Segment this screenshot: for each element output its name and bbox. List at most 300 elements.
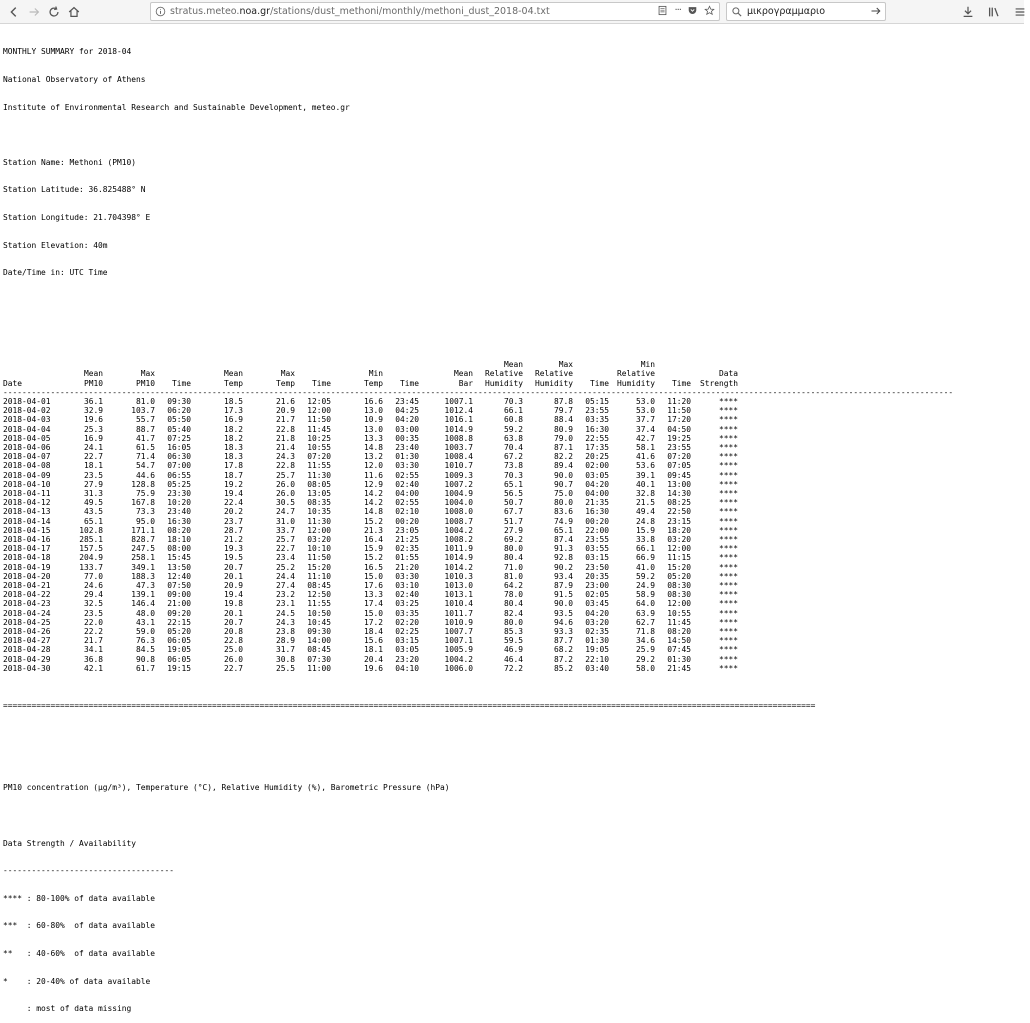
column-header bbox=[573, 360, 609, 369]
table-row bbox=[3, 425, 738, 434]
table-cell: 02:00 bbox=[585, 461, 609, 471]
table-cell: 65.1 bbox=[503, 479, 523, 489]
table-cell: 80.4 bbox=[503, 599, 523, 609]
table-cell: 19.2 bbox=[223, 479, 243, 489]
table-cell: 10:55 bbox=[307, 442, 331, 452]
table-cell: 59.2 bbox=[635, 571, 655, 581]
table-cell: 07:25 bbox=[167, 433, 191, 443]
table-cell: **** bbox=[718, 535, 738, 544]
column-header bbox=[155, 360, 191, 369]
table-cell: 53.0 bbox=[635, 406, 655, 416]
table-cell: 12.0 bbox=[363, 461, 383, 471]
table-cell: 22.8 bbox=[275, 461, 295, 471]
table-cell: 26.0 bbox=[275, 488, 295, 498]
table-cell: 05:40 bbox=[167, 424, 191, 434]
table-cell: 16.9 bbox=[223, 415, 243, 425]
table-cell: 23:30 bbox=[167, 488, 191, 498]
column-header: Relative bbox=[616, 369, 655, 379]
table-cell: 03:00 bbox=[395, 424, 419, 434]
table-cell: 1011.9 bbox=[444, 544, 473, 554]
table-cell: 12:00 bbox=[307, 406, 331, 416]
table-row bbox=[3, 636, 738, 645]
table-cell: 24.7 bbox=[275, 507, 295, 517]
table-cell: 1010.4 bbox=[444, 599, 473, 609]
column-header: Humidity bbox=[616, 378, 655, 388]
table-cell: 1004.0 bbox=[444, 498, 473, 508]
table-cell: 01:30 bbox=[395, 452, 419, 462]
table-cell: 03:35 bbox=[585, 415, 609, 425]
table-cell: **** bbox=[718, 627, 738, 637]
table-cell: 04:50 bbox=[667, 424, 691, 434]
table-cell: 87.7 bbox=[553, 636, 573, 646]
table-cell: 40.1 bbox=[635, 479, 655, 489]
table-cell: 24.3 bbox=[275, 617, 295, 627]
home-icon[interactable] bbox=[64, 2, 84, 22]
column-header: Max bbox=[140, 369, 155, 379]
table-cell: 19.5 bbox=[223, 553, 243, 563]
table-cell: 11:30 bbox=[307, 470, 331, 480]
table-cell: 85.3 bbox=[503, 627, 523, 637]
column-header bbox=[331, 360, 383, 369]
table-cell: 171.1 bbox=[131, 525, 155, 535]
table-cell: 04:20 bbox=[585, 479, 609, 489]
table-cell: 14:50 bbox=[667, 636, 691, 646]
table-cell: 32.5 bbox=[83, 599, 103, 609]
station-longitude: Station Longitude: 21.704398° E bbox=[3, 212, 151, 222]
table-cell: 1007.1 bbox=[444, 396, 473, 406]
table-cell: 23:55 bbox=[585, 535, 609, 544]
table-cell: 85.2 bbox=[553, 663, 573, 673]
table-cell: 16.5 bbox=[363, 562, 383, 572]
table-cell: 22:50 bbox=[667, 507, 691, 517]
table-cell: 41.0 bbox=[635, 562, 655, 572]
header-rule-row: -------------------------------------------------------------------------------------------------------------------------------------------------------------------------------------------------------- bbox=[3, 387, 954, 397]
browser-toolbar bbox=[0, 0, 1024, 24]
table-cell: 285.1 bbox=[79, 535, 103, 544]
table-cell: 33.7 bbox=[275, 525, 295, 535]
menu-icon[interactable] bbox=[1010, 2, 1030, 22]
table-cell: 16.9 bbox=[83, 433, 103, 443]
table-cell: 10:35 bbox=[307, 507, 331, 517]
table-cell: 43.5 bbox=[83, 507, 103, 517]
table-cell: 67.7 bbox=[503, 507, 523, 517]
table-cell: 00:20 bbox=[585, 516, 609, 526]
table-cell: 19:25 bbox=[667, 433, 691, 443]
table-row bbox=[3, 581, 738, 590]
table-cell: 08:00 bbox=[167, 544, 191, 554]
search-go-icon[interactable] bbox=[870, 5, 882, 20]
column-header bbox=[3, 369, 69, 378]
table-cell: 11:55 bbox=[307, 461, 331, 471]
table-cell: 14.2 bbox=[363, 498, 383, 508]
table-cell: 80.4 bbox=[503, 553, 523, 563]
column-header: Time bbox=[671, 378, 691, 388]
table-cell: 1004.9 bbox=[444, 488, 473, 498]
column-header: Min bbox=[640, 360, 655, 370]
table-row bbox=[3, 406, 738, 415]
table-cell: 2018-04-19 bbox=[3, 562, 51, 572]
table-cell: 93.5 bbox=[553, 608, 573, 618]
table-cell: 33.8 bbox=[635, 535, 655, 544]
table-cell: 11:15 bbox=[667, 553, 691, 563]
table-cell: 10:45 bbox=[307, 617, 331, 627]
column-header: PM10 bbox=[135, 378, 155, 388]
table-cell: 19.8 bbox=[223, 599, 243, 609]
table-cell: 23:55 bbox=[585, 406, 609, 416]
table-cell: 37.7 bbox=[635, 415, 655, 425]
table-cell: 11:45 bbox=[667, 617, 691, 627]
search-input[interactable]: μικρογραμμαριο bbox=[747, 6, 826, 17]
column-header: Temp bbox=[223, 378, 243, 388]
table-cell: 90.7 bbox=[553, 479, 573, 489]
table-cell: 90.8 bbox=[135, 654, 155, 664]
table-cell: 17.3 bbox=[223, 406, 243, 416]
table-cell: 05:20 bbox=[667, 571, 691, 581]
table-cell: 18:20 bbox=[667, 525, 691, 535]
table-cell: 28.9 bbox=[275, 636, 295, 646]
table-cell: 247.5 bbox=[131, 544, 155, 554]
table-cell: 02:20 bbox=[395, 617, 419, 627]
table-cell: 60.8 bbox=[503, 415, 523, 425]
address-bar[interactable] bbox=[150, 2, 720, 21]
table-cell: 07:30 bbox=[307, 654, 331, 664]
table-cell: 04:20 bbox=[395, 415, 419, 425]
table-cell: **** bbox=[718, 415, 738, 425]
table-cell: 02:05 bbox=[585, 590, 609, 600]
strength-title: Data Strength / Availability bbox=[3, 838, 137, 848]
table-cell: 17.6 bbox=[363, 581, 383, 591]
table-cell: 06:30 bbox=[167, 452, 191, 462]
table-cell: **** bbox=[718, 645, 738, 655]
table-cell: 21.7 bbox=[275, 415, 295, 425]
table-cell: 18.2 bbox=[223, 424, 243, 434]
table-cell: 21:20 bbox=[395, 562, 419, 572]
table-cell: 10:50 bbox=[307, 608, 331, 618]
table-cell: 07:50 bbox=[167, 581, 191, 591]
table-cell: 17:20 bbox=[667, 415, 691, 425]
table-cell: 90.0 bbox=[553, 599, 573, 609]
table-cell: 11:50 bbox=[307, 415, 331, 425]
table-cell: 10.9 bbox=[363, 415, 383, 425]
table-cell: 71.0 bbox=[503, 562, 523, 572]
table-cell: 16.4 bbox=[363, 535, 383, 544]
table-cell: 70.4 bbox=[503, 442, 523, 452]
table-cell: 09:30 bbox=[307, 627, 331, 637]
table-row bbox=[3, 443, 738, 452]
table-cell: 1012.4 bbox=[444, 406, 473, 416]
table-cell: 66.9 bbox=[635, 553, 655, 563]
table-cell: 23:40 bbox=[167, 507, 191, 517]
table-cell: 03:20 bbox=[667, 535, 691, 544]
table-cell: 1014.2 bbox=[444, 562, 473, 572]
table-cell: 15.9 bbox=[363, 544, 383, 554]
table-cell: 20.2 bbox=[223, 507, 243, 517]
table-cell: **** bbox=[718, 406, 738, 416]
column-header: Relative bbox=[534, 369, 573, 379]
table-cell: 157.5 bbox=[79, 544, 103, 554]
table-cell: 49.4 bbox=[635, 507, 655, 517]
column-header bbox=[103, 360, 155, 369]
table-cell: 64.0 bbox=[635, 599, 655, 609]
table-cell: 2018-04-23 bbox=[3, 599, 51, 609]
table-cell: **** bbox=[718, 498, 738, 508]
table-cell: 21.4 bbox=[275, 442, 295, 452]
table-cell: 23:00 bbox=[585, 581, 609, 591]
table-cell: 19.4 bbox=[223, 590, 243, 600]
table-row bbox=[3, 618, 738, 627]
pocket-icon[interactable] bbox=[687, 5, 698, 16]
table-cell: 1010.3 bbox=[444, 571, 473, 581]
table-cell: 23.5 bbox=[83, 470, 103, 480]
column-header: Humidity bbox=[534, 378, 573, 388]
table-cell: 2018-04-18 bbox=[3, 553, 51, 563]
table-cell: 21.8 bbox=[275, 433, 295, 443]
table-cell: 23.2 bbox=[275, 590, 295, 600]
table-cell: 17.8 bbox=[223, 461, 243, 471]
more-actions-icon[interactable]: ··· bbox=[674, 5, 681, 16]
table-cell: 2018-04-28 bbox=[3, 645, 51, 655]
table-cell: 22.0 bbox=[83, 617, 103, 627]
table-cell: 2018-04-14 bbox=[3, 516, 51, 526]
table-cell: 146.4 bbox=[131, 599, 155, 609]
table-cell: 20.7 bbox=[223, 562, 243, 572]
table-cell: 1008.2 bbox=[444, 535, 473, 544]
table-cell: 76.3 bbox=[135, 636, 155, 646]
table-cell: 27.4 bbox=[275, 581, 295, 591]
table-cell: 32.9 bbox=[83, 406, 103, 416]
table-cell: **** bbox=[718, 654, 738, 664]
table-cell: 58.9 bbox=[635, 590, 655, 600]
table-cell: **** bbox=[718, 396, 738, 406]
table-cell: 05:50 bbox=[167, 415, 191, 425]
table-cell: **** bbox=[718, 663, 738, 673]
table-cell: 09:30 bbox=[167, 396, 191, 406]
table-cell: 1007.1 bbox=[444, 636, 473, 646]
table-cell: 11:30 bbox=[307, 516, 331, 526]
table-cell: 92.8 bbox=[553, 553, 573, 563]
table-row bbox=[3, 645, 738, 654]
column-header bbox=[383, 360, 419, 369]
table-cell: 03:20 bbox=[585, 617, 609, 627]
table-cell: **** bbox=[718, 599, 738, 609]
table-cell: 87.8 bbox=[553, 396, 573, 406]
search-bar[interactable] bbox=[726, 2, 886, 21]
table-cell: 19:05 bbox=[585, 645, 609, 655]
table-cell: **** bbox=[718, 516, 738, 526]
table-cell: 2018-04-03 bbox=[3, 415, 51, 425]
column-header: Time bbox=[589, 378, 609, 388]
table-cell: 188.3 bbox=[131, 571, 155, 581]
table-cell: 02:55 bbox=[395, 498, 419, 508]
table-cell: 2018-04-20 bbox=[3, 571, 51, 581]
table-cell: 19.6 bbox=[83, 415, 103, 425]
table-cell: 22:15 bbox=[167, 617, 191, 627]
table-cell: 23.8 bbox=[275, 627, 295, 637]
table-cell: 25.7 bbox=[275, 470, 295, 480]
table-cell: 29.2 bbox=[635, 654, 655, 664]
table-cell: 23:45 bbox=[395, 396, 419, 406]
table-cell: **** bbox=[718, 424, 738, 434]
table-cell: 07:45 bbox=[667, 645, 691, 655]
table-cell: 27.9 bbox=[503, 525, 523, 535]
table-cell: 03:05 bbox=[585, 470, 609, 480]
table-cell: **** bbox=[718, 581, 738, 591]
column-header bbox=[69, 360, 103, 369]
table-cell: 13.2 bbox=[363, 452, 383, 462]
table-cell: 66.1 bbox=[503, 406, 523, 416]
table-cell: 08:30 bbox=[667, 590, 691, 600]
table-cell: 10:25 bbox=[307, 433, 331, 443]
table-cell: 09:20 bbox=[167, 608, 191, 618]
table-cell: 73.8 bbox=[503, 461, 523, 471]
table-cell: 1013.0 bbox=[444, 581, 473, 591]
table-row bbox=[3, 461, 738, 470]
column-header: Mean bbox=[503, 360, 523, 370]
table-cell: 39.1 bbox=[635, 470, 655, 480]
table-cell: 78.0 bbox=[503, 590, 523, 600]
table-cell: 24.1 bbox=[83, 442, 103, 452]
table-cell: 80.0 bbox=[503, 544, 523, 554]
table-cell: 167.8 bbox=[131, 498, 155, 508]
table-cell: 70.3 bbox=[503, 470, 523, 480]
table-cell: 24.5 bbox=[275, 608, 295, 618]
table-cell: 2018-04-17 bbox=[3, 544, 51, 554]
column-header: Mean bbox=[223, 369, 243, 379]
table-cell: 102.8 bbox=[79, 525, 103, 535]
table-cell: 19:05 bbox=[167, 645, 191, 655]
table-cell: 21:45 bbox=[667, 663, 691, 673]
table-cell: 25.7 bbox=[275, 535, 295, 544]
table-cell: 16:30 bbox=[167, 516, 191, 526]
table-cell: 01:55 bbox=[395, 553, 419, 563]
column-header: Temp bbox=[275, 378, 295, 388]
table-cell: 30.8 bbox=[275, 654, 295, 664]
table-cell: 89.4 bbox=[553, 461, 573, 471]
table-cell: 06:55 bbox=[167, 470, 191, 480]
column-header bbox=[3, 360, 69, 369]
search-icon bbox=[731, 6, 743, 18]
station-name: Station Name: Methoni (PM10) bbox=[3, 157, 137, 167]
table-cell: 47.3 bbox=[135, 581, 155, 591]
table-bottom-rule: =========================================================================================================================================================================== bbox=[3, 700, 816, 710]
table-cell: 80.9 bbox=[553, 424, 573, 434]
table-cell: 11:10 bbox=[307, 571, 331, 581]
table-cell: 12:40 bbox=[167, 571, 191, 581]
column-header: Max bbox=[280, 369, 295, 379]
table-cell: **** bbox=[718, 636, 738, 646]
table-cell: 36.8 bbox=[83, 654, 103, 664]
strength-rule: ------------------------------------ bbox=[3, 866, 175, 876]
table-cell: 22:55 bbox=[585, 433, 609, 443]
table-cell: 65.1 bbox=[553, 525, 573, 535]
column-header bbox=[419, 360, 473, 369]
table-cell: 03:45 bbox=[585, 599, 609, 609]
bookmark-star-icon[interactable] bbox=[704, 5, 715, 16]
table-cell: 63.9 bbox=[635, 608, 655, 618]
table-cell: 26.0 bbox=[275, 479, 295, 489]
table-cell: 03:20 bbox=[307, 535, 331, 544]
table-cell: 75.9 bbox=[135, 488, 155, 498]
table-cell: 03:15 bbox=[585, 553, 609, 563]
table-cell: 2018-04-29 bbox=[3, 654, 51, 664]
table-cell: 06:05 bbox=[167, 654, 191, 664]
table-cell: 77.0 bbox=[83, 571, 103, 581]
table-cell: 21.3 bbox=[363, 525, 383, 535]
column-header: Time bbox=[311, 378, 331, 388]
table-cell: 23:05 bbox=[395, 525, 419, 535]
reload-icon[interactable] bbox=[44, 2, 64, 22]
table-cell: 19:15 bbox=[167, 663, 191, 673]
table-cell: 20.1 bbox=[223, 608, 243, 618]
table-cell: 13:50 bbox=[167, 562, 191, 572]
table-cell: 79.0 bbox=[553, 433, 573, 443]
table-cell: 18.3 bbox=[223, 442, 243, 452]
library-icon[interactable] bbox=[984, 2, 1004, 22]
table-cell: 2018-04-05 bbox=[3, 433, 51, 443]
table-cell: 06:05 bbox=[167, 636, 191, 646]
table-cell: **** bbox=[718, 617, 738, 627]
column-header bbox=[295, 360, 331, 369]
table-cell: 22.7 bbox=[83, 452, 103, 462]
table-cell: 16:30 bbox=[585, 424, 609, 434]
table-cell: 17.2 bbox=[363, 617, 383, 627]
table-cell: 2018-04-12 bbox=[3, 498, 51, 508]
table-cell: 12:00 bbox=[667, 544, 691, 554]
table-cell: 11.6 bbox=[363, 470, 383, 480]
table-cell: 18:10 bbox=[167, 535, 191, 544]
table-cell: 03:10 bbox=[395, 581, 419, 591]
legend-item: * : 20-40% of data available bbox=[3, 976, 151, 986]
table-cell: 88.7 bbox=[135, 424, 155, 434]
table-cell: 53.0 bbox=[635, 396, 655, 406]
table-cell: 12:00 bbox=[307, 525, 331, 535]
info-icon[interactable] bbox=[155, 6, 166, 17]
table-cell: 05:20 bbox=[167, 627, 191, 637]
table-cell: 2018-04-22 bbox=[3, 590, 51, 600]
table-cell: 1007.7 bbox=[444, 627, 473, 637]
table-cell: 2018-04-26 bbox=[3, 627, 51, 637]
column-header bbox=[155, 369, 191, 378]
table-cell: 61.5 bbox=[135, 442, 155, 452]
table-cell: 34.6 bbox=[635, 636, 655, 646]
table-cell: 19.3 bbox=[223, 544, 243, 554]
table-cell: 14.8 bbox=[363, 442, 383, 452]
table-cell: 23:55 bbox=[667, 442, 691, 452]
table-cell: 11:45 bbox=[307, 424, 331, 434]
table-cell: 91.3 bbox=[553, 544, 573, 554]
back-icon[interactable] bbox=[4, 2, 24, 22]
table-row bbox=[3, 553, 738, 562]
table-cell: 1016.1 bbox=[444, 415, 473, 425]
table-cell: 48.0 bbox=[135, 608, 155, 618]
table-row bbox=[3, 480, 738, 489]
table-cell: 56.5 bbox=[503, 488, 523, 498]
table-cell: 03:05 bbox=[395, 645, 419, 655]
column-header: Date bbox=[3, 378, 23, 388]
table-cell: 17.4 bbox=[363, 599, 383, 609]
reader-view-icon[interactable] bbox=[657, 5, 668, 16]
table-cell: 2018-04-25 bbox=[3, 617, 51, 627]
forward-icon[interactable] bbox=[24, 2, 44, 22]
downloads-icon[interactable] bbox=[958, 2, 978, 22]
table-cell: 91.5 bbox=[553, 590, 573, 600]
table-cell: 03:55 bbox=[585, 544, 609, 554]
column-header bbox=[191, 360, 243, 369]
column-header bbox=[383, 369, 419, 378]
table-cell: 19.4 bbox=[223, 488, 243, 498]
table-cell: 1008.7 bbox=[444, 516, 473, 526]
monthly-summary-table bbox=[3, 360, 954, 673]
